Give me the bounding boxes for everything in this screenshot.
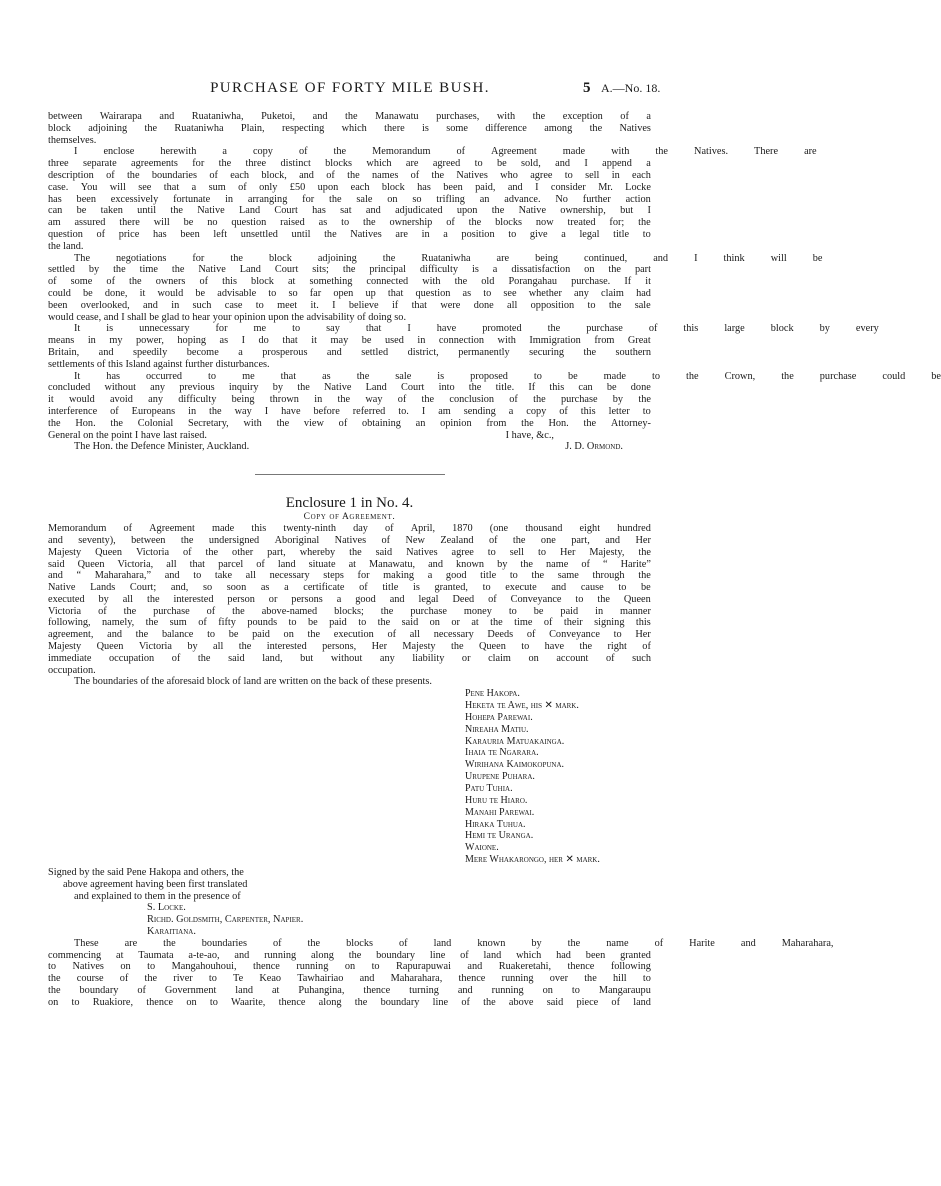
signatory-name: Mere Whakarongo, her ✕ mark. <box>465 854 600 866</box>
text-line: and “ Maharahara,” and to take all necessary steps for making a good title to the same through the <box>48 570 651 582</box>
witness-name: Richd. Goldsmith, Carpenter, Napier. <box>147 914 304 926</box>
text-line <box>48 430 651 442</box>
signatory-name: Nireaha Matiu. <box>465 723 529 735</box>
witness-name: S. Locke. <box>147 902 186 914</box>
text-line: question of price has been left unsettled until the Natives are in a position to give a legal title to <box>48 228 651 240</box>
text-line: concluded without any previous inquiry by the Native Land Court into the title. If this can be done <box>48 382 651 394</box>
text-line: Britain, and speedily become a prosperous and settled district, permanently securing the southern <box>48 346 651 358</box>
signed-line: above agreement having been first translated <box>63 878 248 890</box>
signatory-name: Hiraka Tuhua. <box>465 818 526 830</box>
signatory-name: Huru te Hiaro. <box>465 794 528 806</box>
text-line: immediate occupation of the said land, but without any liability or claim on account of such <box>48 652 651 664</box>
text-line: the boundary of Government land at Puhangina, thence turning and running on to Mangaraupu <box>48 984 651 996</box>
section-divider <box>255 474 445 475</box>
enclosure-subheading: Copy of Agreement. <box>303 512 396 523</box>
text-line: Native Lands Court; and, so soon as a certificate of title is granted, to execute and cause to be <box>48 582 651 594</box>
text-line: occupation. <box>48 664 96 676</box>
text-line: following, namely, the sum of fifty pounds to be paid to the said on or at the time of their signing this <box>48 617 651 629</box>
letter-paragraph <box>48 111 651 146</box>
text-line: between Wairarapa and Ruataniwha, Puketoi, and the Manawatu purchases, with the exception of a <box>48 111 651 122</box>
text-line: am assured there will be no question raised as to the ownership of the blocks now treated for; the <box>48 217 651 229</box>
text-line: and seventy), between the undersigned Aboriginal Natives of New Zealand of the one part, and Her <box>48 534 651 546</box>
text-line: Victoria of the purchase of the above-named blocks; the purchase money to be paid in manner <box>48 605 651 617</box>
signatory-name: Manahi Parewai. <box>465 806 535 818</box>
text-line: has been excessively fortunate in arranging for the sale on so trifling an advance. No further action <box>48 193 651 205</box>
text-line: to Natives on to Mangahouhoui, thence running on to Rapurapuwai and Ruakeretahi, thence following <box>48 961 651 973</box>
page-header <box>0 80 700 102</box>
text-line: of some of the owners of this block at something connected with the old Porangahau purchase. If it <box>48 276 651 288</box>
text-line: It has occurred to me that as the sale is proposed to be made to the Crown, the purchase could be <box>74 370 941 382</box>
text-line: three separate agreements for the three distinct blocks which are agreed to be sold, and I append a <box>48 158 651 170</box>
document-reference: A.—No. 18. <box>601 81 661 95</box>
witness-block <box>48 867 651 938</box>
text-line: Majesty Queen Victoria of the other part, whereby the said Natives agree to sell to Her Majesty, the <box>48 546 651 558</box>
text-line: commencing at Taumata a-te-ao, and running along the boundary line of land which had been granted <box>48 949 651 961</box>
letter-paragraph <box>48 323 879 370</box>
text-line: Majesty Queen Victoria by all the interested persons, Her Majesty the Queen to have the right of <box>48 641 651 653</box>
running-title: PURCHASE OF FORTY MILE BUSH. <box>210 80 490 96</box>
text-line: the land. <box>48 240 84 252</box>
text-line: could be done, it would be advisable to so far open up that question as to see whether any claim had <box>48 287 651 299</box>
witness-name: Karaitiana. <box>147 925 196 937</box>
boundaries-note: The boundaries of the aforesaid block of land are written on the back of these presents. <box>74 676 432 688</box>
signatory-name: Urupene Puhara. <box>465 771 535 783</box>
letter-signature: J. D. Ormond. <box>565 441 623 453</box>
text-line: been overlooked, and in such case to meet it. I believe if that were done all opposition to the sale <box>48 299 651 311</box>
text-line: Memorandum of Agreement made this twenty-ninth day of April, 1870 (one thousand eight hundred <box>48 523 651 535</box>
text-line: agreement, and the balance to be paid on the execution of all necessary Deeds of Conveyance to Her <box>48 629 651 641</box>
text-line: would cease, and I shall be glad to hear your opinion upon the advisability of doing so. <box>48 311 407 323</box>
text-line: I enclose herewith a copy of the Memorandum of Agreement made with the Natives. There are <box>74 146 817 158</box>
text-line: on to Ruakiore, thence on to Waarite, thence along the boundary line of the above said piece of land <box>48 996 651 1008</box>
signed-line: and explained to them in the presence of <box>74 890 241 902</box>
letter-paragraph <box>48 146 817 252</box>
text-line: It is unnecessary for me to say that I have promoted the purchase of this large block by every <box>74 323 879 335</box>
letter-last-line: General on the point I have last raised. <box>48 429 207 441</box>
signatory-name: Heketa te Awe, his ✕ mark. <box>465 700 579 712</box>
signatory-name: Wirihana Kaimokopuna. <box>465 759 565 771</box>
text-line: it would avoid any difficulty being thrown in the way of the conclusion of the purchase by the <box>48 394 651 406</box>
text-line: block adjoining the Ruataniwha Plain, respecting which there is some difference among the Natives <box>48 122 651 134</box>
signatory-name: Hohepa Parewai. <box>465 711 533 723</box>
signatory-name: Patu Tuhia. <box>465 783 513 795</box>
signatory-name: Waione. <box>465 842 499 854</box>
text-line: The negotiations for the block adjoining the Ruataniwha are being continued, and I think will be <box>74 252 823 264</box>
text-line: description of the boundaries of each block, and of the names of the Natives who agree to sell in each <box>48 169 651 181</box>
enclosure-heading: Enclosure 1 in No. 4. <box>285 495 414 512</box>
letter-addressee: The Hon. the Defence Minister, Auckland. <box>74 441 250 453</box>
text-line: case. You will see that a sum of only £50 upon each block has been paid, and I consider Mr. Locke <box>48 181 651 193</box>
page-number: 5 <box>583 80 591 96</box>
text-line: means in my power, hoping as I do that it may be used in connection with Immigration from Great <box>48 335 651 347</box>
signatory-name: Ihaia te Ngarara. <box>465 747 539 759</box>
letter-closing: I have, &c., <box>505 429 554 441</box>
text-line: themselves. <box>48 134 97 146</box>
signatory-name: Hemi te Uranga. <box>465 830 534 842</box>
boundaries-description <box>48 937 834 1009</box>
native-signatories <box>465 688 651 866</box>
signatory-name: Karauria Matuakainga. <box>465 735 565 747</box>
text-line: settlements of this Island against further disturbances. <box>48 358 270 370</box>
agreement-memorandum <box>48 523 651 688</box>
text-line: can be taken until the Native Land Court has sat and adjudicated upon the Native ownership, but I <box>48 205 651 217</box>
text-line: These are the boundaries of the blocks of land known by the name of Harite and Maharahara, <box>74 937 834 949</box>
letter-paragraph <box>48 252 823 324</box>
signatory-name: Pene Hakopa. <box>465 688 520 700</box>
text-line <box>48 441 651 453</box>
text-line: executed by all the interested person or persons a good and legal Deed of Conveyance to the Queen <box>48 593 651 605</box>
page-body <box>48 111 941 1008</box>
letter-paragraph <box>48 370 941 454</box>
signed-line: Signed by the said Pene Hakopa and others, the <box>48 866 244 878</box>
text-line: the Hon. the Colonial Secretary, with the view of obtaining an opinion from the Hon. the Attorney- <box>48 417 651 429</box>
text-line: said Queen Victoria, all that parcel of land situate at Manawatu, and known by the name of “ Harite” <box>48 558 651 570</box>
text-line: the course of the river to Te Keao Tawhairiao and Maharahara, thence running over the hill to <box>48 973 651 985</box>
text-line: settled by the time the Native Land Court sits; the principal difficulty is a dissatisfaction on the part <box>48 264 651 276</box>
text-line: interference of Europeans in the way I have before referred to. I am sending a copy of this letter to <box>48 405 651 417</box>
